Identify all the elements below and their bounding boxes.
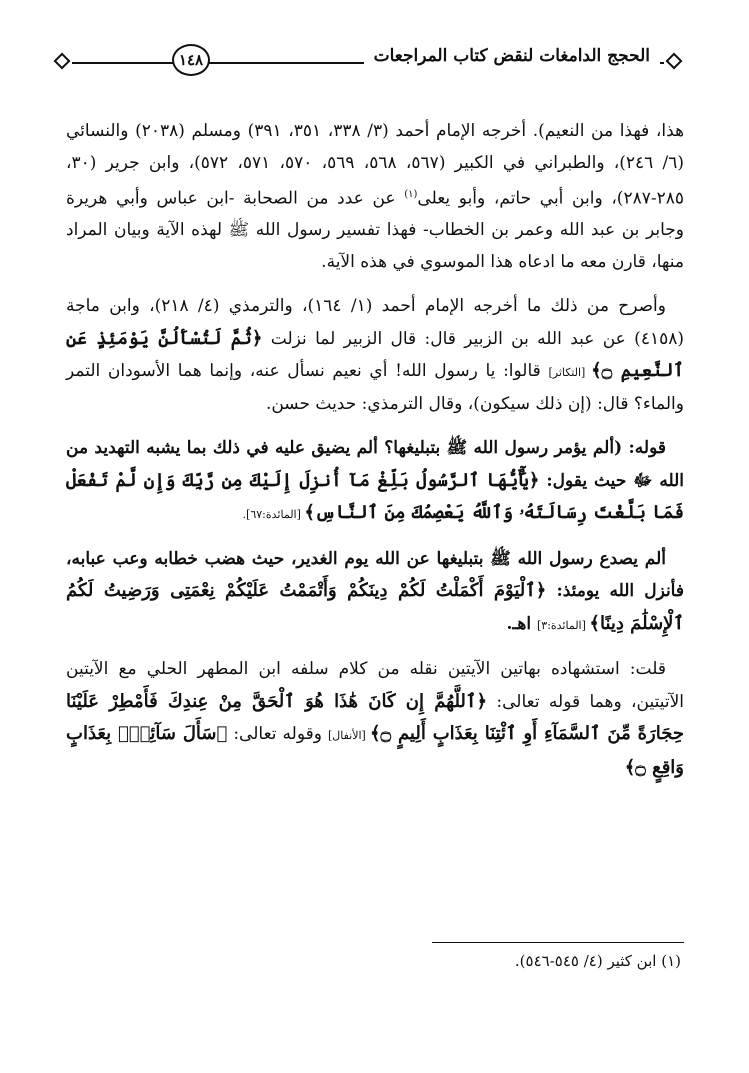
quran-verse: ﴿ٱلْيَوْمَ أَكْمَلْتُ لَكُمْ دِينَكُمْ وَأَتْمَمْتُ عَلَيْكُمْ نِعْمَتِى وَرَضِيتُ لَكُمُ ٱلْإِسْلَٰمَ دِينًا﴾ xyxy=(66,580,684,634)
paragraph-5 xyxy=(66,654,684,784)
quoted-text: قوله: (ألم يؤمر رسول الله ﷺ بتبليغها؟ ألم يضيق عليه في ذلك بما يشبه التهديد من الله ﷻ حيث يقول: xyxy=(66,438,684,491)
quran-verse: ﴿سَأَلَ سَآئِلٌۢ بِعَذَابٍ وَاقِعٍ ۝﴾ xyxy=(66,723,684,778)
quran-verse: ﴿ٱللَّهُمَّ إِن كَانَ هَٰذَا هُوَ ٱلْحَقَّ مِنْ عِندِكَ فَأَمْطِرْ عَلَيْنَا حِجَارَةً مِّنَ ٱلسَّمَآءِ أَوِ ٱئْتِنَا بِعَذَابٍ أَلِيمٍ ۝﴾ xyxy=(66,690,684,745)
ornament-right-icon xyxy=(664,52,684,70)
book-title: الحجج الدامغات لنقض كتاب المراجعات xyxy=(364,46,660,66)
text-run: وأصرح من ذلك ما أخرجه الإمام أحمد (١/ ١٦٤)، والترمذي (٤/ ٢١٨)، وابن ماجة (٤١٥٨) عن عبد الله بن الزبير قال: قال الزبير لما نزلت xyxy=(66,296,684,349)
footnote-separator xyxy=(432,942,684,943)
text-run: قالوا: يا رسول الله! أي نعيم نسأل عنه، وإنما هما الأسودان التمر والماء؟ قال: (إن ذلك سيكون)، وقال الترمذي: حديث حسن. xyxy=(66,361,684,414)
text-run: عن عدد من الصحابة -ابن عباس وأبي هريرة وجابر بن عبد الله وعمر بن الخطاب- فهذا تفسير رسول الله ﷺ لهذه الآية وبيان المراد منها، قارن معه ما ادعاه هذا الموسوي في هذه الآية. xyxy=(66,188,684,272)
verse-reference: [التكاثر] xyxy=(548,366,592,380)
text-run: وقوله تعالى: xyxy=(227,724,328,745)
paragraph-1 xyxy=(66,116,684,278)
body-text xyxy=(66,116,684,784)
ornament-left-icon xyxy=(52,52,72,70)
verse-reference: [المائدة:٦٧]. xyxy=(242,508,305,522)
page-number: ١٤٨ xyxy=(172,44,210,76)
paragraph-4 xyxy=(66,544,684,642)
quoted-text: اهـ. xyxy=(506,613,537,634)
verse-reference: [المائدة:٣] xyxy=(536,618,590,632)
text-run: هذا، فهذا من النعيم). أخرجه الإمام أحمد (٣/ ٣٣٨، ٣٥١، ٣٩١) ومسلم (٢٠٣٨) والنسائي (٦/ ٢٤٦)، والطبراني في الكبير (٥٦٧، ٥٦٨، ٥٦٩، ٥٧٠، ٥٧١، ٥٧٢)، وابن جرير (٣٠، ٢٨٥-٢٨٧)، وابن أبي حاتم، وأبو يعلى xyxy=(66,121,685,209)
text-run: قلت: استشهاده بهاتين الآيتين نقله من كلام سلفه ابن المطهر الحلي مع الآيتين الآتيتين، وهما قوله تعالى: xyxy=(66,659,685,712)
quran-verse: ﴿يَٰٓأَيُّهَا ٱلرَّسُولُ بَلِّغْ مَآ أُنزِلَ إِلَيْكَ مِن رَّبِّكَ وَإِن لَّمْ تَفْعَلْ فَمَا بَلَّغْتَ رِسَالَتَهُۥ وَٱللَّهُ يَعْصِمُكَ مِنَ ٱلنَّاسِ﴾ xyxy=(66,469,684,524)
quoted-text: ألم يصدع رسول الله ﷺ بتبليغها عن الله يوم الغدير، حيث هضب خطابه وعب عبابه، فأنزل الله يومئذ: xyxy=(66,548,684,602)
footnote: (١) ابن كثير (٤/ ٥٤٥-٥٤٦). xyxy=(514,952,681,970)
paragraph-2 xyxy=(66,291,684,420)
verse-reference: [الأنفال] xyxy=(327,729,370,743)
paragraph-3 xyxy=(66,433,684,531)
footnote-marker: (١) xyxy=(404,189,418,200)
page-header xyxy=(52,42,684,78)
quran-verse: ﴿ثُمَّ لَتُسْأَلُنَّ يَوْمَئِذٍ عَنِ ٱلنَّعِيمِ ۝﴾ xyxy=(66,327,684,382)
